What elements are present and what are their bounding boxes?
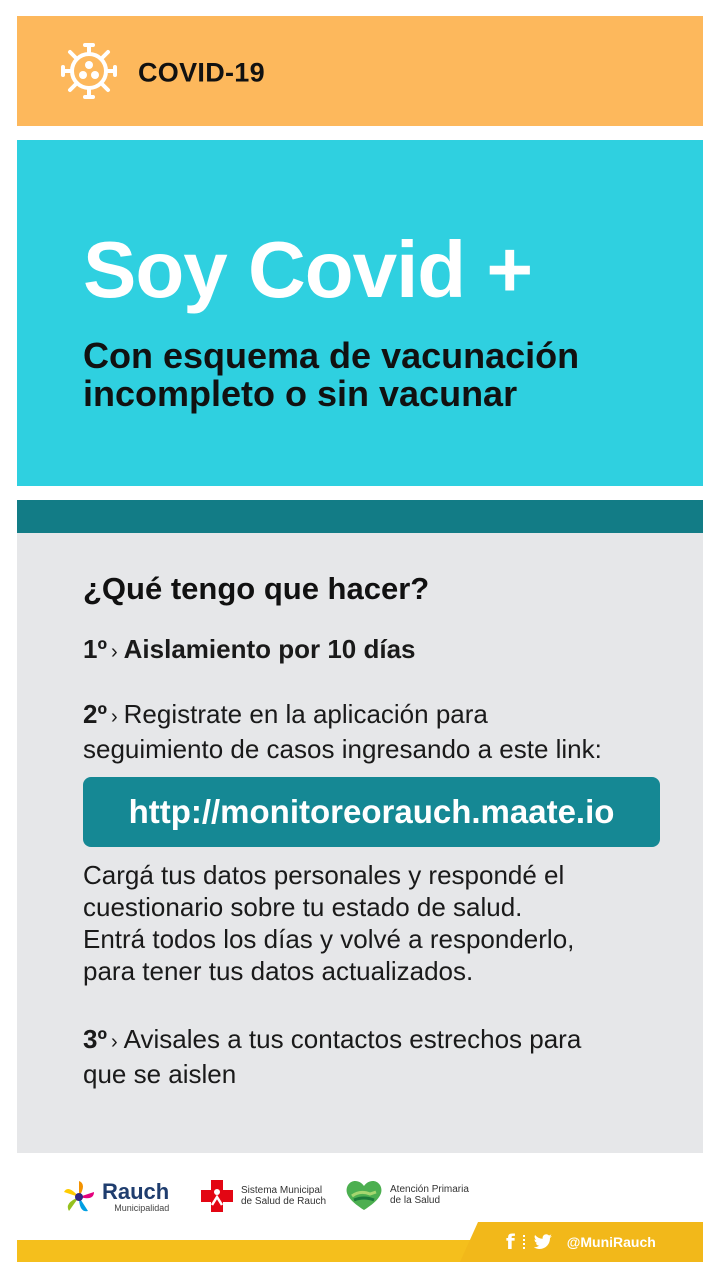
step-number: 1º (83, 634, 107, 664)
facebook-icon[interactable]: f (506, 1230, 515, 1254)
hero-subtitle-line2: incompleto o sin vacunar (83, 373, 518, 414)
header-bar (17, 16, 703, 126)
hero-title: Soy Covid + (83, 225, 533, 314)
step-text-line1: Avisales a tus contactos estrechos para (123, 1024, 582, 1054)
header-title: COVID-19 (138, 57, 265, 88)
step-1 (83, 633, 673, 668)
step-text-line2: seguimiento de casos ingresando a este link: (83, 734, 602, 764)
hero-section (17, 140, 703, 486)
footer-logos (0, 1172, 720, 1228)
step-number: 3º (83, 1024, 107, 1054)
step-2 (83, 698, 673, 765)
twitter-handle[interactable]: @MuniRauch (566, 1234, 656, 1250)
aps-line1: Atención Primaria (390, 1184, 469, 1195)
instructions-text (83, 859, 673, 987)
chevron-right-icon: › (110, 641, 118, 663)
hero-subtitle (83, 337, 683, 413)
monitoring-link[interactable]: http://monitoreorauch.maate.io (128, 793, 615, 830)
sms-line1: Sistema Municipal (241, 1185, 323, 1196)
rauch-name: Rauch (102, 1178, 170, 1204)
social-links (506, 1228, 656, 1256)
twitter-icon[interactable] (533, 1234, 553, 1250)
rauch-sub: Municipalidad (114, 1202, 170, 1213)
sms-line2: de Salud de Rauch (241, 1196, 327, 1207)
step-text: Aislamiento por 10 días (123, 634, 416, 664)
health-cross-icon (199, 1178, 235, 1214)
instructions-line: cuestionario sobre tu estado de salud. (83, 892, 523, 922)
step-text-line1: Registrate en la aplicación para (123, 699, 488, 729)
instructions-line: para tener tus datos actualizados. (83, 956, 474, 986)
hero-subtitle-line1: Con esquema de vacunación (83, 335, 580, 376)
heart-hands-icon (344, 1178, 384, 1212)
step-3 (83, 1023, 673, 1090)
instructions-line: Entrá todos los días y volvé a responderlo, (83, 924, 575, 954)
section-heading: ¿Qué tengo que hacer? (83, 571, 430, 606)
aps-line2: de la Salud (390, 1195, 441, 1206)
sistema-municipal-logo (199, 1178, 326, 1214)
atencion-primaria-logo (344, 1178, 469, 1212)
step-number: 2º (83, 699, 107, 729)
rauch-logo (60, 1178, 169, 1216)
virus-icon (58, 40, 120, 102)
separator (523, 1235, 525, 1249)
instructions-section (17, 533, 703, 1153)
step-text-line2: que se aislen (83, 1059, 237, 1089)
monitoring-link-button[interactable] (83, 777, 660, 847)
divider-band (17, 500, 703, 533)
chevron-right-icon: › (110, 706, 118, 728)
instructions-line: Cargá tus datos personales y respondé el (83, 860, 565, 890)
chevron-right-icon: › (110, 1031, 118, 1053)
rauch-flower-icon (60, 1178, 98, 1216)
